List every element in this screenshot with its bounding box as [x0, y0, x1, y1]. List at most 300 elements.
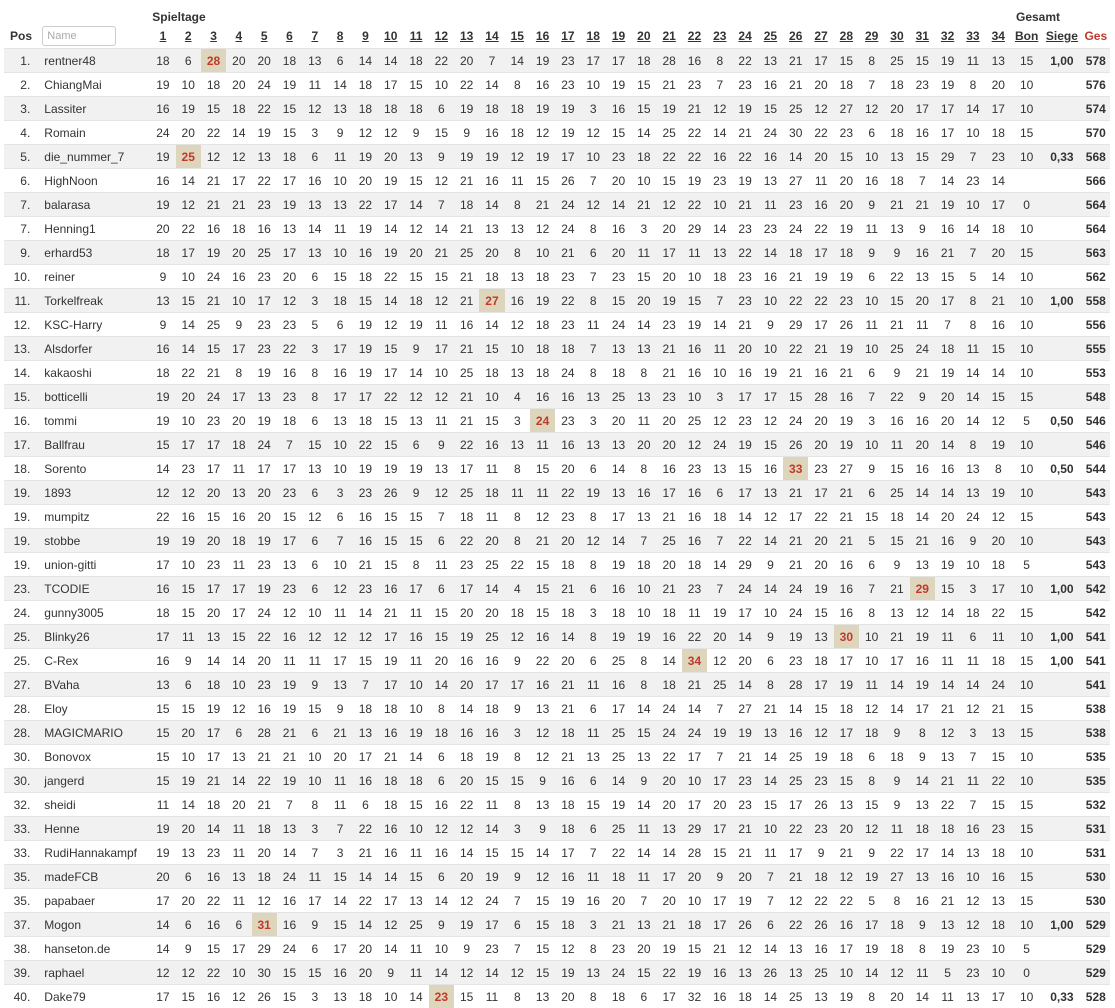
matchday-score-cell: 16 — [479, 169, 504, 193]
player-name-cell[interactable]: tommi — [38, 409, 150, 433]
matchday-score-cell: 12 — [707, 649, 732, 673]
matchday-score-cell: 5 — [935, 961, 960, 985]
matchday-score-cell: 18 — [986, 841, 1011, 865]
player-name-cell[interactable]: Ballfrau — [38, 433, 150, 457]
total-points-cell: 542 — [1082, 601, 1110, 625]
matchday-score-cell: 10 — [403, 697, 428, 721]
player-name-cell[interactable]: union-gitti — [38, 553, 150, 577]
matchday-score-cell: 23 — [555, 49, 580, 73]
table-row — [4, 193, 1110, 217]
player-name-cell[interactable]: ChiangMai — [38, 73, 150, 97]
matchday-score-cell: 12 — [201, 145, 226, 169]
matchday-score-cell: 22 — [150, 505, 175, 529]
wins-cell — [1042, 865, 1081, 889]
matchday-score-cell: 14 — [176, 169, 201, 193]
matchday-score-cell: 18 — [986, 217, 1011, 241]
matchday-header[interactable]: 20 — [631, 24, 656, 49]
matchday-score-cell: 8 — [505, 193, 530, 217]
matchday-score-cell: 22 — [657, 145, 682, 169]
matchday-score-cell: 15 — [986, 793, 1011, 817]
total-points-cell: 548 — [1082, 385, 1110, 409]
matchday-score-cell: 24 — [960, 505, 985, 529]
matchday-score-cell: 6 — [429, 97, 454, 121]
matchday-header[interactable]: 22 — [682, 24, 707, 49]
matchday-score-cell: 7 — [429, 193, 454, 217]
matchday-score-cell: 14 — [429, 961, 454, 985]
matchday-score-cell: 22 — [530, 649, 555, 673]
position-cell: 19. — [4, 505, 38, 529]
player-name-cell[interactable]: 1893 — [38, 481, 150, 505]
player-name-cell[interactable]: Torkelfreak — [38, 289, 150, 313]
matchday-score-cell: 19 — [986, 433, 1011, 457]
player-name-cell[interactable]: Lassiter — [38, 97, 150, 121]
matchday-score-cell: 18 — [150, 601, 175, 625]
bonus-cell: 10 — [1011, 769, 1042, 793]
bonus-cell: 10 — [1011, 529, 1042, 553]
player-name-cell[interactable]: balarasa — [38, 193, 150, 217]
player-name-cell[interactable]: C-Rex — [38, 649, 150, 673]
matchday-score-cell: 14 — [986, 265, 1011, 289]
player-name-cell[interactable]: Alsdorfer — [38, 337, 150, 361]
siege-header[interactable]: Siege — [1042, 24, 1081, 49]
matchday-score-cell: 7 — [302, 841, 327, 865]
matchday-score-cell: 20 — [176, 121, 201, 145]
player-name-cell[interactable]: Sorento — [38, 457, 150, 481]
matchday-score-cell: 13 — [150, 673, 175, 697]
matchday-score-cell: 20 — [353, 937, 378, 961]
position-cell: 14. — [4, 361, 38, 385]
matchday-score-cell: 9 — [884, 553, 909, 577]
matchday-header[interactable]: 28 — [834, 24, 859, 49]
matchday-score-cell: 11 — [935, 985, 960, 1008]
matchday-score-cell: 23 — [252, 313, 277, 337]
matchday-score-cell: 13 — [986, 49, 1011, 73]
matchday-score-cell: 7 — [707, 577, 732, 601]
matchday-score-cell: 13 — [631, 913, 656, 937]
matchday-score-cell: 18 — [631, 145, 656, 169]
matchday-score-cell: 8 — [859, 985, 884, 1008]
matchday-score-cell: 6 — [859, 745, 884, 769]
matchday-header[interactable]: 30 — [884, 24, 909, 49]
wins-cell: 1,00 — [1042, 913, 1081, 937]
player-name-cell[interactable]: papabaer — [38, 889, 150, 913]
matchday-header[interactable]: 5 — [252, 24, 277, 49]
matchday-score-cell: 24 — [986, 673, 1011, 697]
matchday-score-cell: 23 — [606, 145, 631, 169]
matchday-score-cell: 18 — [960, 601, 985, 625]
matchday-score-cell: 13 — [884, 145, 909, 169]
matchday-header[interactable]: 16 — [530, 24, 555, 49]
matchday-score-cell: 6 — [302, 721, 327, 745]
player-name-cell[interactable]: Henne — [38, 817, 150, 841]
matchday-score-cell: 17 — [732, 601, 757, 625]
matchday-score-cell: 12 — [530, 721, 555, 745]
matchday-score-cell: 15 — [150, 433, 175, 457]
matchday-score-cell: 10 — [327, 241, 352, 265]
matchday-score-cell: 16 — [530, 385, 555, 409]
matchday-score-cell: 11 — [859, 313, 884, 337]
matchday-score-cell: 11 — [682, 241, 707, 265]
matchday-score-cell: 11 — [581, 313, 606, 337]
matchday-score-cell: 12 — [758, 409, 783, 433]
matchday-score-cell: 15 — [150, 721, 175, 745]
matchday-score-cell: 13 — [758, 481, 783, 505]
matchday-score-cell: 12 — [429, 289, 454, 313]
matchday-score-cell: 19 — [707, 601, 732, 625]
total-points-cell: 529 — [1082, 937, 1110, 961]
player-name-cell[interactable]: erhard53 — [38, 241, 150, 265]
matchday-score-cell: 15 — [530, 457, 555, 481]
player-name-cell[interactable]: Bonovox — [38, 745, 150, 769]
matchday-score-cell: 18 — [201, 73, 226, 97]
matchday-score-cell: 7 — [758, 865, 783, 889]
matchday-score-cell: 19 — [353, 145, 378, 169]
matchday-score-cell: 23 — [555, 73, 580, 97]
matchday-header[interactable]: 11 — [403, 24, 428, 49]
matchday-header[interactable]: 25 — [758, 24, 783, 49]
matchday-score-cell: 21 — [910, 361, 935, 385]
bonus-cell: 10 — [1011, 97, 1042, 121]
matchday-header[interactable]: 10 — [378, 24, 403, 49]
player-name-cell[interactable]: gunny3005 — [38, 601, 150, 625]
matchday-score-cell: 13 — [530, 697, 555, 721]
player-name-cell[interactable]: mumpitz — [38, 505, 150, 529]
matchday-score-cell: 11 — [758, 193, 783, 217]
matchday-header[interactable]: 26 — [783, 24, 808, 49]
position-cell: 32. — [4, 793, 38, 817]
matchday-score-cell: 25 — [454, 361, 479, 385]
player-name-cell[interactable]: sheidi — [38, 793, 150, 817]
player-name-cell[interactable]: Dake79 — [38, 985, 150, 1008]
matchday-score-cell: 12 — [935, 721, 960, 745]
matchday-score-cell: 14 — [226, 649, 251, 673]
matchday-score-cell: 13 — [606, 433, 631, 457]
table-row — [4, 49, 1110, 73]
table-row — [4, 289, 1110, 313]
matchday-score-cell: 18 — [986, 121, 1011, 145]
matchday-score-cell: 18 — [555, 817, 580, 841]
bon-header[interactable]: Bon — [1011, 24, 1042, 49]
matchday-best-score-cell: 25 — [176, 145, 201, 169]
matchday-score-cell: 23 — [960, 961, 985, 985]
matchday-header[interactable]: 18 — [581, 24, 606, 49]
matchday-score-cell: 20 — [606, 409, 631, 433]
player-name-cell[interactable]: jangerd — [38, 769, 150, 793]
matchday-score-cell: 9 — [960, 529, 985, 553]
matchday-header[interactable]: 31 — [910, 24, 935, 49]
matchday-score-cell: 11 — [226, 841, 251, 865]
matchday-score-cell: 3 — [505, 721, 530, 745]
matchday-score-cell: 15 — [479, 409, 504, 433]
player-name-cell[interactable]: BVaha — [38, 673, 150, 697]
matchday-score-cell: 9 — [530, 769, 555, 793]
table-row — [4, 937, 1110, 961]
matchday-score-cell: 6 — [581, 697, 606, 721]
matchday-score-cell: 3 — [707, 385, 732, 409]
matchday-header[interactable]: 19 — [606, 24, 631, 49]
matchday-score-cell: 14 — [479, 817, 504, 841]
bonus-cell: 10 — [1011, 73, 1042, 97]
matchday-score-cell: 12 — [277, 601, 302, 625]
matchday-score-cell: 15 — [808, 697, 833, 721]
matchday-header[interactable]: 8 — [327, 24, 352, 49]
matchday-score-cell: 6 — [758, 913, 783, 937]
matchday-score-cell: 20 — [555, 529, 580, 553]
matchday-score-cell: 12 — [581, 193, 606, 217]
total-points-cell: 531 — [1082, 817, 1110, 841]
matchday-score-cell: 20 — [226, 409, 251, 433]
bonus-cell: 10 — [1011, 625, 1042, 649]
matchday-score-cell: 17 — [454, 577, 479, 601]
name-filter-input[interactable] — [42, 26, 116, 46]
matchday-score-cell: 19 — [986, 481, 1011, 505]
matchday-score-cell: 7 — [758, 889, 783, 913]
matchday-score-cell: 22 — [657, 745, 682, 769]
matchday-score-cell: 17 — [581, 49, 606, 73]
matchday-header[interactable]: 9 — [353, 24, 378, 49]
spieltage-label: Spieltage — [150, 4, 1011, 24]
matchday-score-cell: 20 — [252, 505, 277, 529]
matchday-score-cell: 20 — [252, 841, 277, 865]
matchday-score-cell: 21 — [732, 817, 757, 841]
matchday-score-cell: 14 — [327, 889, 352, 913]
matchday-score-cell: 8 — [505, 529, 530, 553]
matchday-score-cell: 21 — [783, 49, 808, 73]
matchday-score-cell: 16 — [454, 649, 479, 673]
matchday-score-cell: 12 — [252, 889, 277, 913]
matchday-score-cell: 8 — [505, 745, 530, 769]
matchday-score-cell: 16 — [555, 385, 580, 409]
matchday-score-cell: 22 — [176, 361, 201, 385]
matchday-score-cell: 14 — [378, 289, 403, 313]
matchday-score-cell: 17 — [479, 673, 504, 697]
matchday-header[interactable]: 21 — [657, 24, 682, 49]
wins-cell — [1042, 769, 1081, 793]
matchday-header[interactable]: 33 — [960, 24, 985, 49]
matchday-score-cell: 16 — [252, 217, 277, 241]
matchday-score-cell: 14 — [960, 361, 985, 385]
bonus-cell: 15 — [1011, 793, 1042, 817]
player-name-cell[interactable]: raphael — [38, 961, 150, 985]
matchday-score-cell: 15 — [176, 985, 201, 1008]
matchday-header[interactable]: 27 — [808, 24, 833, 49]
matchday-score-cell: 23 — [910, 73, 935, 97]
matchday-score-cell: 22 — [732, 49, 757, 73]
matchday-score-cell: 22 — [834, 889, 859, 913]
matchday-score-cell: 20 — [732, 865, 757, 889]
table-row — [4, 97, 1110, 121]
matchday-header[interactable]: 6 — [277, 24, 302, 49]
matchday-score-cell: 18 — [429, 721, 454, 745]
matchday-score-cell: 20 — [707, 793, 732, 817]
position-cell: 37. — [4, 913, 38, 937]
matchday-score-cell: 14 — [479, 193, 504, 217]
matchday-score-cell: 24 — [732, 577, 757, 601]
matchday-score-cell: 22 — [732, 145, 757, 169]
matchday-score-cell: 17 — [986, 985, 1011, 1008]
matchday-score-cell: 16 — [910, 649, 935, 673]
matchday-score-cell: 19 — [479, 865, 504, 889]
table-row — [4, 313, 1110, 337]
wins-cell — [1042, 697, 1081, 721]
matchday-score-cell: 20 — [176, 889, 201, 913]
standings-table — [4, 4, 1110, 1008]
matchday-header[interactable]: 2 — [176, 24, 201, 49]
matchday-score-cell: 14 — [555, 625, 580, 649]
matchday-score-cell: 10 — [327, 457, 352, 481]
matchday-score-cell: 17 — [783, 505, 808, 529]
matchday-score-cell: 19 — [758, 361, 783, 385]
matchday-score-cell: 11 — [277, 649, 302, 673]
matchday-score-cell: 20 — [226, 49, 251, 73]
matchday-score-cell: 13 — [403, 145, 428, 169]
matchday-score-cell: 19 — [783, 625, 808, 649]
matchday-header[interactable]: 32 — [935, 24, 960, 49]
matchday-score-cell: 10 — [960, 193, 985, 217]
player-name-cell[interactable]: Eloy — [38, 697, 150, 721]
player-name-cell[interactable]: kakaoshi — [38, 361, 150, 385]
matchday-score-cell: 12 — [454, 961, 479, 985]
table-row — [4, 409, 1110, 433]
matchday-score-cell: 20 — [479, 529, 504, 553]
matchday-score-cell: 5 — [859, 889, 884, 913]
matchday-header[interactable]: 14 — [479, 24, 504, 49]
matchday-header[interactable]: 12 — [429, 24, 454, 49]
player-name-cell[interactable]: botticelli — [38, 385, 150, 409]
matchday-score-cell: 10 — [581, 145, 606, 169]
player-name-cell[interactable]: Blinky26 — [38, 625, 150, 649]
total-points-cell: 546 — [1082, 433, 1110, 457]
matchday-score-cell: 24 — [201, 385, 226, 409]
matchday-header[interactable]: 3 — [201, 24, 226, 49]
matchday-score-cell: 14 — [631, 841, 656, 865]
matchday-score-cell: 14 — [935, 481, 960, 505]
matchday-score-cell: 18 — [403, 97, 428, 121]
matchday-score-cell: 9 — [378, 961, 403, 985]
matchday-score-cell: 11 — [910, 961, 935, 985]
matchday-score-cell: 12 — [353, 625, 378, 649]
position-cell: 25. — [4, 649, 38, 673]
matchday-score-cell: 21 — [378, 601, 403, 625]
matchday-header[interactable]: 17 — [555, 24, 580, 49]
matchday-score-cell: 21 — [986, 289, 1011, 313]
bonus-cell: 10 — [1011, 913, 1042, 937]
player-name-cell[interactable]: madeFCB — [38, 865, 150, 889]
matchday-score-cell: 14 — [479, 577, 504, 601]
matchday-score-cell: 11 — [682, 601, 707, 625]
matchday-score-cell: 15 — [707, 841, 732, 865]
matchday-score-cell: 19 — [808, 265, 833, 289]
matchday-header[interactable]: 24 — [732, 24, 757, 49]
bonus-cell: 5 — [1011, 553, 1042, 577]
player-name-cell[interactable]: Mogon — [38, 913, 150, 937]
matchday-best-score-cell: 28 — [201, 49, 226, 73]
player-name-cell[interactable]: rentner48 — [38, 49, 150, 73]
matchday-score-cell: 14 — [631, 121, 656, 145]
matchday-score-cell: 21 — [935, 889, 960, 913]
matchday-score-cell: 7 — [631, 889, 656, 913]
matchday-score-cell: 23 — [758, 217, 783, 241]
matchday-score-cell: 17 — [707, 769, 732, 793]
matchday-score-cell: 16 — [808, 193, 833, 217]
player-name-cell[interactable]: stobbe — [38, 529, 150, 553]
matchday-score-cell: 14 — [783, 697, 808, 721]
matchday-best-score-cell: 27 — [479, 289, 504, 313]
matchday-score-cell: 18 — [226, 529, 251, 553]
player-name-cell[interactable]: TCODIE — [38, 577, 150, 601]
matchday-score-cell: 8 — [859, 49, 884, 73]
matchday-score-cell: 15 — [859, 505, 884, 529]
matchday-score-cell: 11 — [302, 865, 327, 889]
matchday-score-cell: 19 — [479, 145, 504, 169]
matchday-score-cell: 23 — [201, 553, 226, 577]
player-name-cell[interactable]: KSC-Harry — [38, 313, 150, 337]
matchday-header[interactable]: 34 — [986, 24, 1011, 49]
matchday-score-cell: 20 — [606, 241, 631, 265]
total-points-cell: 529 — [1082, 961, 1110, 985]
matchday-score-cell: 21 — [631, 193, 656, 217]
matchday-score-cell: 13 — [986, 889, 1011, 913]
matchday-score-cell: 14 — [910, 985, 935, 1008]
matchday-score-cell: 13 — [935, 745, 960, 769]
matchday-header[interactable]: 1 — [150, 24, 175, 49]
matchday-score-cell: 7 — [327, 529, 352, 553]
matchday-score-cell: 21 — [910, 193, 935, 217]
matchday-score-cell: 10 — [378, 985, 403, 1008]
matchday-score-cell: 14 — [353, 601, 378, 625]
matchday-header[interactable]: 15 — [505, 24, 530, 49]
matchday-score-cell: 13 — [479, 217, 504, 241]
player-name-cell[interactable]: RudiHannakampf — [38, 841, 150, 865]
matchday-header[interactable]: 4 — [226, 24, 251, 49]
standings-body — [4, 49, 1110, 1008]
matchday-score-cell: 14 — [707, 313, 732, 337]
matchday-score-cell: 16 — [150, 577, 175, 601]
player-name-cell[interactable]: Romain — [38, 121, 150, 145]
matchday-score-cell: 20 — [226, 241, 251, 265]
matchday-score-cell: 22 — [353, 817, 378, 841]
matchday-score-cell: 11 — [986, 625, 1011, 649]
player-name-cell[interactable]: MAGICMARIO — [38, 721, 150, 745]
matchday-score-cell: 27 — [783, 169, 808, 193]
matchday-score-cell: 24 — [606, 313, 631, 337]
matchday-score-cell: 14 — [201, 817, 226, 841]
matchday-score-cell: 19 — [606, 553, 631, 577]
matchday-score-cell: 20 — [252, 649, 277, 673]
bonus-cell: 10 — [1011, 361, 1042, 385]
matchday-score-cell: 15 — [201, 505, 226, 529]
matchday-score-cell: 24 — [657, 721, 682, 745]
matchday-score-cell: 15 — [884, 457, 909, 481]
total-points-cell: 530 — [1082, 889, 1110, 913]
matchday-header[interactable]: 7 — [302, 24, 327, 49]
matchday-score-cell: 12 — [581, 529, 606, 553]
matchday-header[interactable]: 29 — [859, 24, 884, 49]
player-name-cell[interactable]: hanseton.de — [38, 937, 150, 961]
player-name-cell[interactable]: die_nummer_7 — [38, 145, 150, 169]
matchday-score-cell: 22 — [682, 625, 707, 649]
matchday-header[interactable]: 13 — [454, 24, 479, 49]
player-name-cell[interactable]: Henning1 — [38, 217, 150, 241]
matchday-score-cell: 17 — [682, 745, 707, 769]
player-name-cell[interactable]: reiner — [38, 265, 150, 289]
matchday-score-cell: 17 — [707, 817, 732, 841]
matchday-header[interactable]: 23 — [707, 24, 732, 49]
matchday-score-cell: 14 — [859, 961, 884, 985]
player-name-cell[interactable]: HighNoon — [38, 169, 150, 193]
total-points-cell: 542 — [1082, 577, 1110, 601]
matchday-score-cell: 19 — [657, 97, 682, 121]
